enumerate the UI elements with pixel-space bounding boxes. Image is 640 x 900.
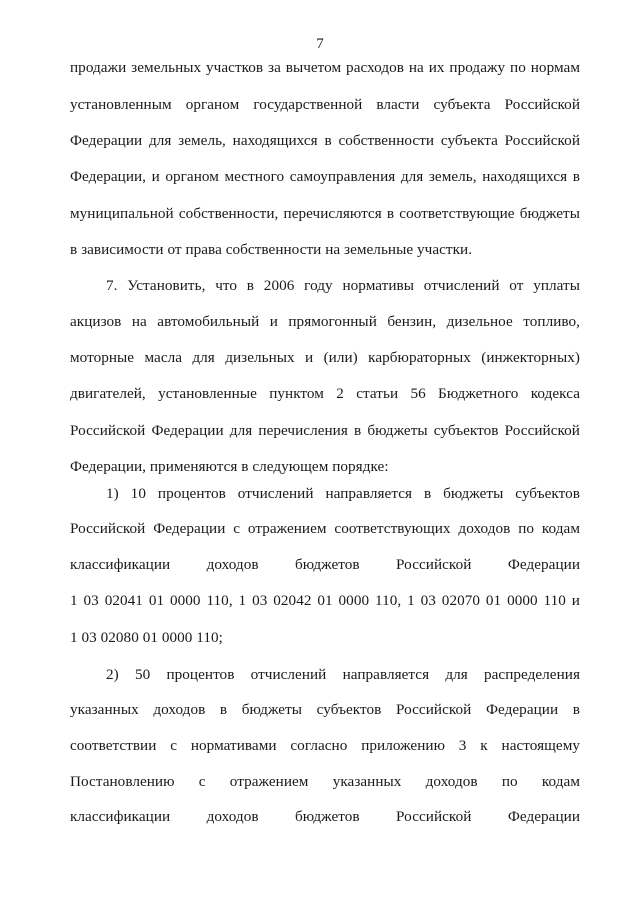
- text-line: Постановлению с отражением указанных доходов по кодам: [70, 773, 580, 790]
- text-line: в зависимости от права собственности на земельные участки.: [70, 241, 473, 258]
- text-line: 1) 10 процентов отчислений направляется в бюджеты субъектов: [106, 485, 580, 502]
- text-line: Федерации, применяются в следующем порядке:: [70, 458, 389, 475]
- text-line: 2) 50 процентов отчислений направляется для распределения: [106, 666, 580, 683]
- text-line: двигателей, установленные пунктом 2 статьи 56 Бюджетного кодекса: [70, 385, 580, 402]
- text-line: моторные масла для дизельных и (или) карбюраторных (инжекторных): [70, 349, 580, 366]
- text-line: классификации доходов бюджетов Российской Федерации: [70, 556, 580, 573]
- text-line: установленным органом государственной власти субъекта Российской: [70, 96, 580, 113]
- text-line: Российской Федерации с отражением соответствующих доходов по кодам: [70, 520, 580, 537]
- text-line: муниципальной собственности, перечисляются в соответствующие бюджеты: [70, 205, 580, 222]
- text-line: Федерации для земель, находящихся в собственности субъекта Российской: [70, 132, 580, 149]
- text-line: продажи земельных участков за вычетом расходов на их продажу по нормам: [70, 59, 580, 76]
- text-line: акцизов на автомобильный и прямогонный бензин, дизельное топливо,: [70, 313, 580, 330]
- text-line: 1 03 02041 01 0000 110, 1 03 02042 01 0000 110, 1 03 02070 01 0000 110 и: [70, 592, 580, 609]
- text-line: Федерации, и органом местного самоуправления для земель, находящихся в: [70, 168, 580, 185]
- page-number: 7: [316, 36, 324, 52]
- text-line: 1 03 02080 01 0000 110;: [70, 629, 223, 646]
- text-line: указанных доходов в бюджеты субъектов Российской Федерации в: [70, 701, 580, 718]
- text-line: соответствии с нормативами согласно приложению 3 к настоящему: [70, 737, 580, 754]
- text-line: Российской Федерации для перечисления в бюджеты субъектов Российской: [70, 422, 580, 439]
- text-line: классификации доходов бюджетов Российской Федерации: [70, 808, 580, 825]
- text-line: 7. Установить, что в 2006 году нормативы отчислений от уплаты: [106, 277, 580, 294]
